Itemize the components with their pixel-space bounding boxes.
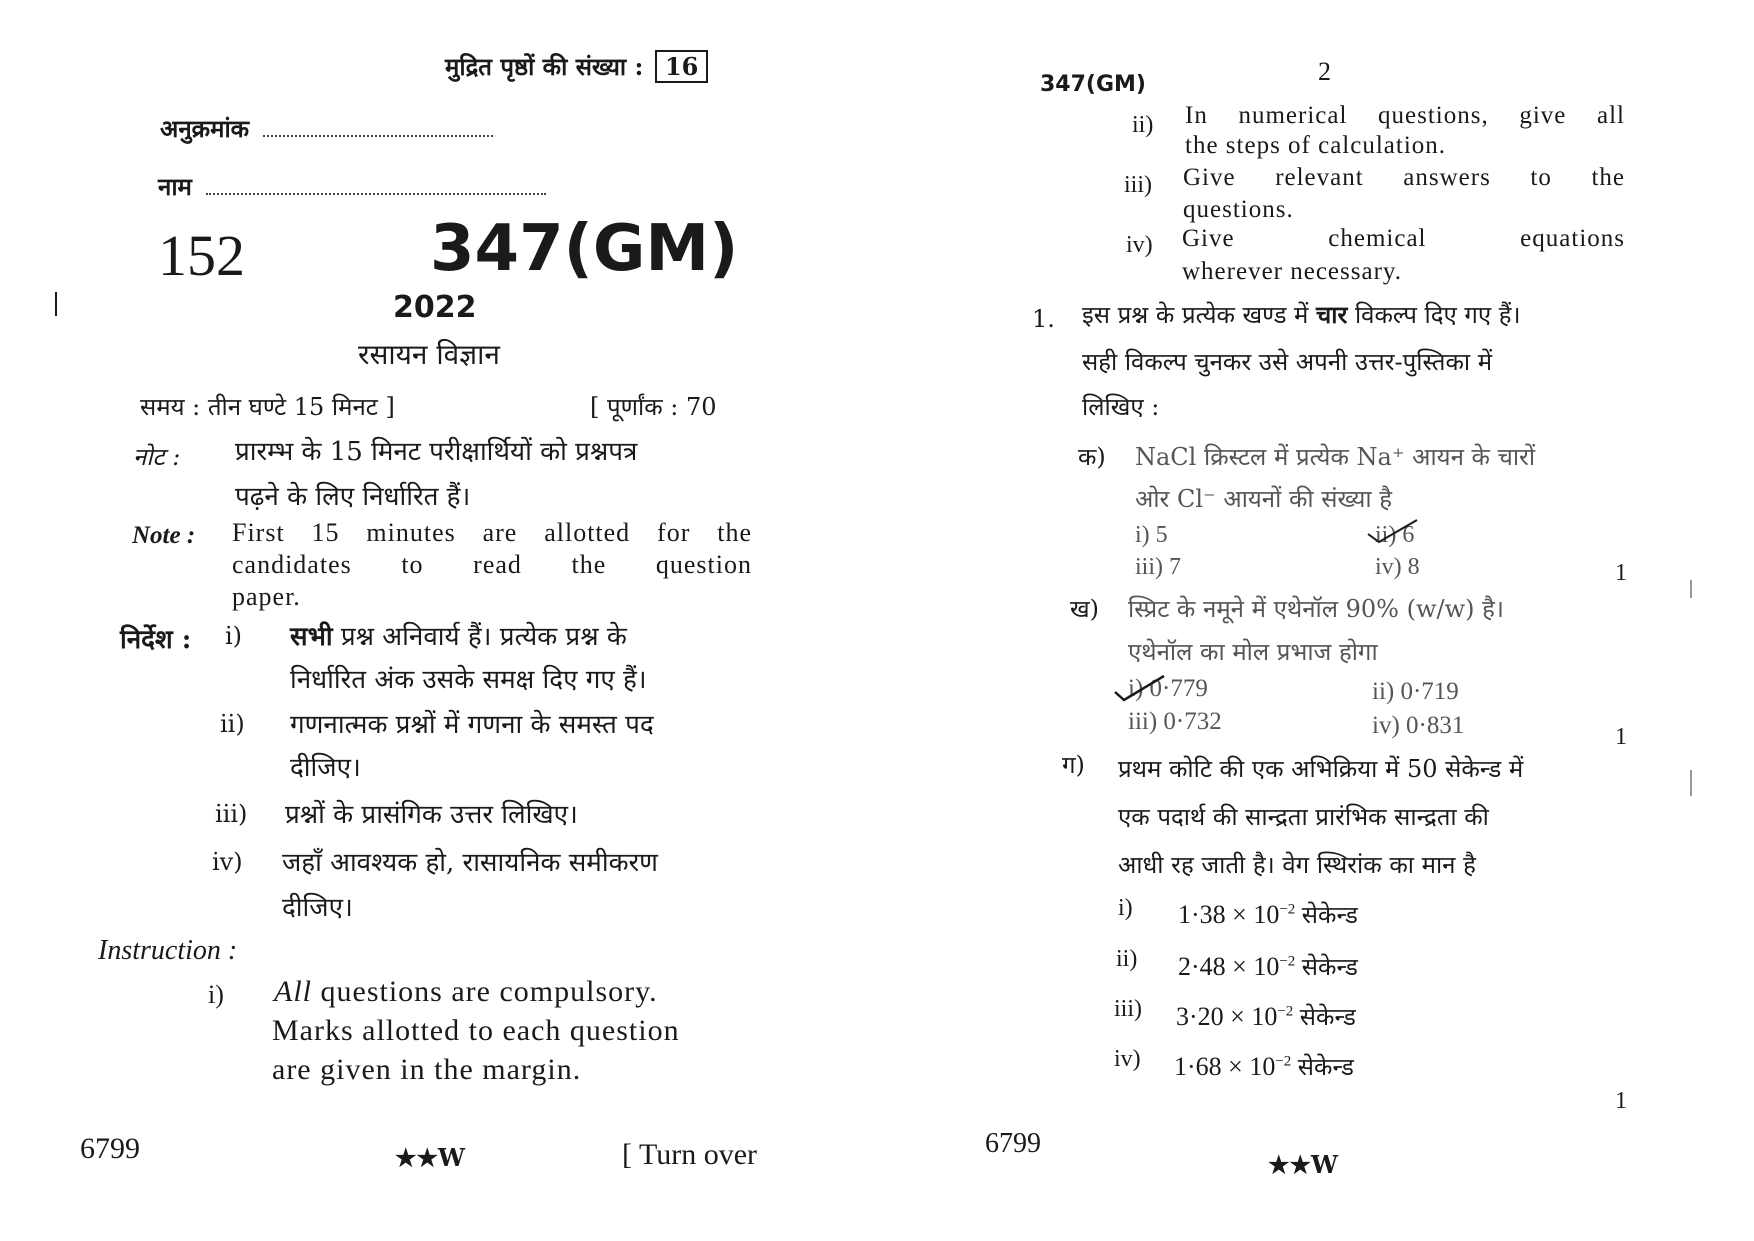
roll-number-field	[160, 112, 493, 145]
qb-line2: एथेनॉल का मोल प्रभाज होगा	[1128, 638, 1378, 666]
instruction-line3: are given in the margin.	[272, 1053, 582, 1086]
instruction-num: iii)	[1124, 172, 1152, 198]
qb-marks: 1	[1615, 724, 1627, 750]
printed-pages-line	[445, 50, 708, 83]
page-number: 2	[1318, 57, 1331, 86]
qc-label: ग)	[1062, 751, 1085, 779]
handwritten-number: 152	[158, 223, 245, 288]
direction-num: iv)	[212, 848, 243, 876]
directions-label: निर्देश :	[120, 625, 192, 655]
qc-option-value: $3\cdot 20 \times 10^{-2}$ सेकेन्ड	[1176, 1002, 1356, 1031]
printed-pages-count: 16	[655, 50, 708, 83]
qc-line3: आधी रह जाती है। वेग स्थिरांक का मान है	[1118, 851, 1476, 879]
note-english-line2: candidates to read the question	[232, 550, 752, 579]
note-english-line3: paper.	[232, 582, 301, 611]
qc-option-value: $1\cdot 38 \times 10^{-2}$ सेकेन्ड	[1178, 900, 1358, 929]
instruction-num: i)	[208, 980, 224, 1009]
footer-mark: ★★W	[395, 1143, 465, 1172]
qa-marks: 1	[1615, 560, 1627, 586]
direction-num: ii)	[220, 710, 245, 738]
instruction-line: the steps of calculation.	[1185, 132, 1447, 159]
instruction-line1: All questions are compulsory.	[274, 975, 658, 1008]
instruction-line2: Marks allotted to each question	[272, 1014, 680, 1047]
direction-line: प्रश्नों के प्रासंगिक उत्तर लिखिए।	[285, 800, 578, 830]
qb-option: i) 0·779	[1128, 675, 1208, 702]
direction-line: दीजिए।	[290, 753, 361, 783]
note-hindi-label: नोट :	[133, 443, 181, 471]
instruction-line: wherever necessary.	[1182, 258, 1403, 285]
direction-line: निर्धारित अंक उसके समक्ष दिए गए हैं।	[290, 665, 647, 695]
footer-code: 6799	[80, 1132, 140, 1165]
direction-line: दीजिए।	[282, 893, 353, 923]
qc-option-value: $2\cdot 48 \times 10^{-2}$ सेकेन्ड	[1178, 952, 1358, 981]
note-hindi-line1: प्रारम्भ के 15 मिनट परीक्षार्थियों को प्रश्नपत्र	[235, 437, 638, 467]
qc-option-num: iv)	[1114, 1046, 1141, 1072]
direction-line: गणनात्मक प्रश्नों में गणना के समस्त पद	[290, 710, 654, 740]
q1-line3: लिखिए :	[1082, 393, 1160, 421]
turn-over: [ Turn over	[622, 1138, 758, 1171]
qa-option: ii) 6	[1375, 522, 1415, 548]
direction-line: सभी प्रश्न अनिवार्य हैं। प्रत्येक प्रश्न के	[290, 622, 627, 652]
qc-option-num: i)	[1118, 895, 1133, 921]
qc-line1: प्रथम कोटि की एक अभिक्रिया में 50 सेकेन्ड में	[1118, 755, 1524, 783]
qa-line1: NaCl क्रिस्टल में प्रत्येक Na⁺ आयन के चारों	[1135, 443, 1536, 471]
printed-pages-label: मुद्रित पृष्ठों की संख्या :	[445, 52, 644, 81]
qb-option: iii) 0·732	[1128, 708, 1222, 735]
qc-option-num: iii)	[1114, 996, 1142, 1022]
scan-mark	[55, 292, 57, 316]
name-label: नाम	[158, 172, 192, 201]
q1-line1: इस प्रश्न के प्रत्येक खण्ड में चार विकल्प दिए गए हैं।	[1082, 300, 1521, 329]
roll-number-line	[263, 135, 493, 137]
scan-mark	[1690, 770, 1692, 796]
subject-title: रसायन विज्ञान	[358, 338, 500, 371]
tick-mark-icon	[1365, 516, 1425, 546]
qc-option-num: ii)	[1116, 946, 1138, 972]
note-english-line1: First 15 minutes are allotted for the	[232, 518, 752, 547]
q1-number: 1.	[1032, 305, 1055, 333]
direction-num: iii)	[215, 800, 248, 828]
name-field	[158, 170, 546, 203]
note-hindi-line2: पढ़ने के लिए निर्धारित हैं।	[235, 482, 471, 512]
instruction-line: Give chemical equations	[1182, 225, 1625, 252]
max-marks: [ पूर्णांक : 70	[590, 393, 717, 421]
qb-label: ख)	[1070, 595, 1099, 623]
qa-line2: ओर Cl⁻ आयनों की संख्या है	[1135, 485, 1392, 513]
qb-option: iv) 0·831	[1372, 712, 1465, 739]
instruction-line: Give relevant answers to the	[1183, 164, 1625, 191]
footer-code: 6799	[985, 1128, 1041, 1159]
qc-option-value: $1\cdot 68 \times 10^{-2}$ सेकेन्ड	[1174, 1052, 1354, 1081]
scan-mark	[1690, 580, 1692, 598]
instruction-line: In numerical questions, give all	[1185, 102, 1625, 129]
qb-line1: स्प्रिट के नमूने में एथेनॉल 90% (w/w) है।	[1128, 595, 1504, 623]
qa-option: iii) 7	[1135, 554, 1181, 580]
name-line	[206, 193, 546, 195]
qa-label: क)	[1078, 443, 1106, 471]
time-allowed: समय : तीन घण्टे 15 मिनट ]	[140, 393, 395, 421]
q1-line2: सही विकल्प चुनकर उसे अपनी उत्तर-पुस्तिका में	[1082, 348, 1493, 376]
footer-mark: ★★W	[1268, 1150, 1338, 1179]
note-english-label: Note :	[132, 522, 196, 549]
qc-line2: एक पदार्थ की सान्द्रता प्रारंभिक सान्द्रता की	[1118, 803, 1489, 831]
instruction-num: iv)	[1126, 232, 1153, 258]
instruction-line: questions.	[1183, 196, 1294, 223]
qa-option: iv) 8	[1375, 554, 1420, 580]
direction-num: i)	[225, 622, 243, 650]
qb-option: ii) 0·719	[1372, 678, 1459, 705]
direction-line: जहाँ आवश्यक हो, रासायनिक समीकरण	[282, 848, 658, 878]
paper-code: 347(GM)	[430, 212, 739, 286]
exam-year: 2022	[393, 290, 477, 325]
qc-marks: 1	[1615, 1088, 1627, 1114]
roll-number-label: अनुक्रमांक	[160, 114, 250, 143]
instruction-label: Instruction :	[98, 935, 238, 966]
header-code: 347(GM)	[1040, 72, 1146, 97]
tick-mark-icon	[1112, 672, 1170, 704]
qa-option: i) 5	[1135, 522, 1168, 548]
instruction-num: ii)	[1132, 112, 1154, 138]
